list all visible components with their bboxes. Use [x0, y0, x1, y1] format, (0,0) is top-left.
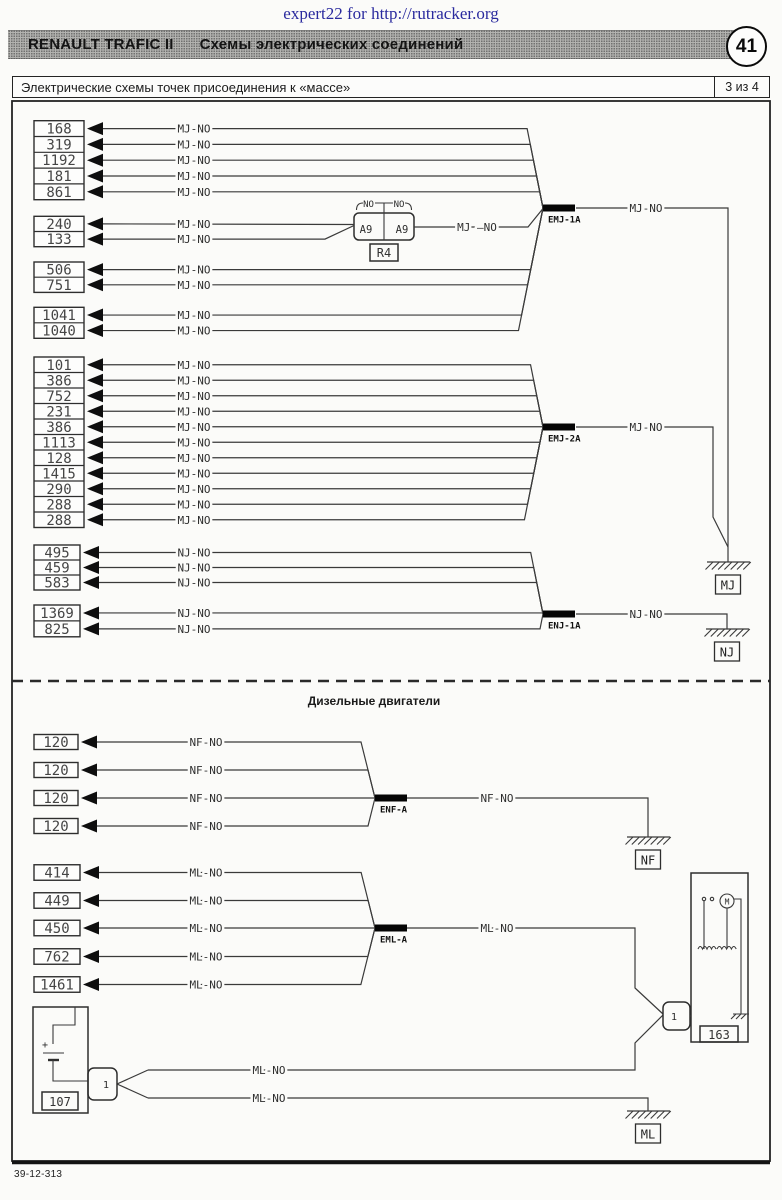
connector-number: 120 — [43, 819, 69, 835]
wire-label: MJ-NO — [177, 309, 211, 323]
wire-label: MJ-NO — [177, 420, 211, 434]
connector-number: 168 — [46, 121, 72, 138]
wire-label: MJ-NO — [177, 451, 211, 465]
connector-number: 450 — [44, 921, 70, 937]
wire-label: NJ-NO — [629, 608, 663, 621]
ground-hatch — [724, 562, 732, 570]
connector-number: 449 — [44, 893, 70, 910]
ground-hatch — [651, 837, 659, 845]
connector-number: 288 — [46, 497, 72, 514]
ground-hatch — [657, 837, 665, 845]
junction-bar — [543, 611, 575, 618]
unit163-body — [691, 873, 748, 1042]
ground-arrow-icon — [83, 622, 99, 635]
wire-label: MJ-NO — [177, 154, 211, 168]
ground-symbol-mj — [706, 562, 751, 594]
battery-plus-sign: + — [41, 1040, 49, 1051]
ground-hatch — [736, 629, 744, 637]
connector-number: 459 — [44, 560, 70, 577]
ground-wire — [99, 583, 543, 615]
wire-label: MJ-NO — [177, 170, 211, 183]
internal-ground — [731, 1014, 749, 1019]
wire-label: MJ-NO — [177, 467, 211, 481]
battery-branch — [117, 1070, 148, 1098]
ground-arrow-icon — [87, 185, 103, 198]
relay-cell-left: A9 — [359, 224, 373, 236]
ground-arrow-icon — [83, 950, 99, 963]
connector-number: 120 — [43, 763, 69, 779]
wire-label: MJ-NO — [177, 513, 211, 527]
ground-label: NF — [640, 853, 656, 868]
wire-group-nf — [34, 735, 375, 836]
ground-arrow-icon — [87, 170, 103, 183]
ground-arrow-icon — [81, 820, 97, 833]
ground-arrow-icon — [87, 389, 103, 402]
ground-arrow-icon — [87, 467, 103, 480]
wire-label: ML-NO — [189, 922, 223, 935]
section2-title: Дизельные двигатели — [307, 694, 441, 708]
connector-number: 583 — [44, 575, 70, 592]
connector-number: 495 — [44, 545, 70, 562]
wire-label: ML-NO — [252, 1092, 286, 1105]
relay-top-right-label: NO — [393, 200, 405, 210]
connector-number: 386 — [46, 373, 72, 390]
connector-number: 752 — [46, 388, 72, 405]
ground-hatch — [730, 629, 738, 637]
connector-number: 386 — [46, 419, 72, 436]
ground-arrow-icon — [87, 374, 103, 387]
connector-number: 825 — [44, 621, 70, 638]
wire-group-mj-a — [34, 121, 543, 208]
ground-arrow-icon — [87, 405, 103, 418]
wire-label: MJ-NO — [177, 374, 211, 388]
connector-number: 128 — [46, 450, 72, 467]
wire-label: MJ-NO — [177, 324, 211, 338]
header-title: Схемы электрических соединений — [199, 36, 464, 53]
wire-label: ML-NO — [189, 894, 223, 908]
junction-emj1 — [543, 205, 581, 226]
unit163-wire — [734, 899, 741, 1014]
ground-arrow-icon — [87, 436, 103, 449]
connector-number: 1192 — [42, 153, 76, 170]
wire-label: ML-NO — [480, 922, 514, 935]
ground-hatch — [657, 1111, 665, 1119]
ground-wire — [103, 160, 543, 208]
relay-wire-label: MJ –NO — [457, 221, 497, 234]
connector-number: 120 — [43, 791, 69, 807]
wire-label: NJ-NO — [177, 561, 211, 575]
watermark: expert22 for http://rutracker.org — [283, 4, 499, 23]
ground-wire — [97, 798, 375, 826]
unit163-id: 163 — [708, 1028, 730, 1042]
wire-emj1-to-mj — [576, 208, 728, 562]
unit163-pin: 1 — [670, 1012, 678, 1023]
ground-arrow-icon — [83, 561, 99, 574]
junction-label: EML-A — [380, 935, 408, 946]
ground-arrow-icon — [87, 122, 103, 135]
connector-number: 1040 — [42, 323, 76, 340]
wire-label: ML-NO — [252, 1064, 286, 1077]
page-badge: 41 — [726, 26, 767, 67]
subheader-title: Электрические схемы точек присоединения к «массе» — [21, 79, 351, 95]
junction-label: EMJ-2A — [548, 434, 581, 445]
ground-arrow-icon — [83, 978, 99, 991]
ground-hatch — [737, 562, 745, 570]
ground-wire — [103, 224, 354, 225]
ground-arrow-icon — [87, 233, 103, 246]
ground-arrow-icon — [87, 263, 103, 276]
ground-hatch — [742, 629, 750, 637]
ground-wire — [103, 208, 543, 285]
ground-wire — [99, 928, 375, 957]
ground-symbol-nj — [705, 629, 750, 661]
ground-wire — [103, 380, 543, 427]
ground-hatch — [711, 629, 719, 637]
junction-enf — [375, 795, 408, 816]
wire-group-mj-d — [34, 357, 543, 529]
ground-symbol-ml — [626, 1111, 671, 1143]
ground-arrow-icon — [81, 764, 97, 777]
ground-arrow-icon — [81, 736, 97, 749]
ground-hatch — [644, 837, 652, 845]
ground-arrow-icon — [87, 513, 103, 526]
wire-label: MJ-NO — [177, 217, 211, 231]
wire-group-nj-b — [34, 605, 543, 638]
wire-eml-to-unit163 — [407, 928, 663, 1014]
junction-label: EMJ-1A — [548, 215, 581, 226]
wire-label: MJ-NO — [177, 482, 211, 496]
connector-number: 414 — [44, 865, 70, 882]
ground-label: MJ — [720, 578, 736, 593]
ground-wire — [103, 192, 543, 208]
relay-top-left-label: NO — [363, 200, 374, 210]
wire-label: NF-NO — [189, 736, 223, 749]
wire-label: MJ-NO — [177, 358, 211, 372]
relay-cell-right: A9 — [395, 224, 409, 236]
battery-pin: 1 — [102, 1080, 110, 1091]
ground-hatch — [723, 629, 731, 637]
wire-group-mj-relay — [34, 216, 354, 248]
wire-label: NJ-NO — [177, 606, 211, 620]
ground-wire — [99, 614, 543, 629]
ground-arrow-icon — [83, 894, 99, 907]
ground-wire — [103, 129, 543, 208]
ground-wire — [99, 568, 543, 615]
connector-number: 290 — [46, 481, 72, 498]
connector-number: 1415 — [42, 466, 76, 483]
connector-number: 231 — [46, 404, 72, 421]
unit-163 — [663, 873, 749, 1042]
page-indicator: 3 из 4 — [714, 77, 769, 97]
wire-group-nj-a — [34, 545, 543, 614]
connector-number: 762 — [44, 949, 70, 966]
ground-hatch — [717, 629, 725, 637]
wire-label: NF-NO — [480, 792, 514, 805]
ground-hatch — [706, 562, 714, 570]
connector-number: 181 — [46, 169, 72, 185]
wire-emj2-to-mj — [576, 427, 728, 547]
ground-hatch — [663, 837, 671, 845]
ground-label: NJ — [719, 645, 735, 660]
ground-symbol-nf — [626, 837, 671, 869]
wire-label: MJ-NO — [177, 138, 211, 152]
ground-arrow-icon — [87, 278, 103, 291]
battery-107 — [33, 1007, 117, 1113]
ground-hatch — [743, 562, 751, 570]
battery-internal-wire — [53, 1007, 75, 1044]
ground-wires — [117, 202, 728, 1111]
ground-hatch — [705, 629, 713, 637]
ground-arrow-icon — [87, 324, 103, 337]
junction-eml — [375, 925, 408, 946]
ground-arrow-icon — [81, 792, 97, 805]
ground-hatch — [626, 1111, 634, 1119]
junction-enj1 — [543, 611, 581, 632]
ground-wire — [103, 226, 354, 240]
junction-bar — [375, 925, 407, 932]
connector-number: 861 — [46, 184, 72, 201]
connector-number: 1113 — [42, 435, 76, 452]
connector-number: 1041 — [42, 308, 76, 325]
wire-label: MJ-NO — [177, 263, 211, 277]
ground-hatch — [632, 1111, 640, 1119]
ground-wire — [103, 427, 543, 504]
doc-code: 39-12-313 — [14, 1169, 63, 1180]
ground-arrow-icon — [87, 309, 103, 322]
wire-label: NF-NO — [189, 792, 223, 805]
connector-number: 120 — [43, 735, 69, 751]
ground-wire — [97, 770, 375, 798]
ground-arrow-icon — [87, 217, 103, 230]
heater-coil — [698, 947, 716, 950]
battery-internal-wire2 — [53, 1060, 88, 1081]
ground-arrow-icon — [83, 922, 99, 935]
wire-battery-to-unit163 — [148, 1015, 663, 1070]
wire-label: NJ-NO — [177, 546, 211, 560]
ground-hatch — [638, 837, 646, 845]
wire-label: MJ-NO — [177, 122, 211, 136]
ground-wire — [99, 901, 375, 929]
wire-label: NF-NO — [189, 820, 223, 833]
ground-arrow-icon — [87, 420, 103, 433]
ground-arrow-icon — [87, 154, 103, 167]
ground-arrow-icon — [87, 498, 103, 511]
relay-tag: R4 — [376, 246, 392, 260]
ground-arrow-icon — [83, 866, 99, 879]
connector-number: 240 — [46, 216, 72, 233]
connector-number: 751 — [46, 277, 72, 294]
connector-number: 1369 — [40, 605, 74, 622]
ground-wire — [99, 613, 543, 614]
ground-hatch — [663, 1111, 671, 1119]
wire-label: NF-NO — [189, 764, 223, 777]
ground-wire — [103, 427, 543, 442]
wire-label: MJ-NO — [177, 233, 211, 247]
ground-arrow-icon — [83, 546, 99, 559]
wire-label: MJ-NO — [629, 421, 663, 434]
connector-number: 1461 — [40, 977, 74, 994]
wire-label: MJ-NO — [629, 202, 663, 215]
motor-letter: M — [724, 897, 730, 907]
junction-bar — [543, 424, 575, 431]
wire-label: NJ-NO — [177, 576, 211, 590]
wire-label: ML-NO — [189, 866, 223, 880]
junction-bar — [543, 205, 575, 212]
relay-hook-right — [405, 203, 412, 210]
junction-label: ENF-A — [380, 805, 408, 816]
wire-label: MJ-NO — [177, 389, 211, 403]
wire-label: MJ-NO — [177, 185, 211, 199]
ground-arrow-icon — [87, 358, 103, 371]
wire-label: MJ-NO — [177, 498, 211, 512]
battery-id: 107 — [49, 1095, 71, 1109]
connector-number: 101 — [46, 357, 72, 374]
wire-battery-to-ml — [148, 1098, 648, 1111]
ground-arrow-icon — [87, 138, 103, 151]
ground-hatch — [626, 837, 634, 845]
wire-label: ML-NO — [189, 978, 223, 992]
ground-wire — [103, 427, 543, 473]
ground-hatch — [644, 1111, 652, 1119]
relay-r4 — [354, 200, 543, 261]
wire-label: ML-NO — [189, 950, 223, 964]
wire-enf-to-nf — [407, 798, 648, 837]
ground-hatch — [651, 1111, 659, 1119]
ground-hatch — [638, 1111, 646, 1119]
header-model: RENAULT TRAFIC II — [28, 36, 174, 53]
junction-bar — [375, 795, 407, 802]
connector-number: 133 — [46, 232, 72, 249]
ground-label: ML — [640, 1127, 656, 1142]
ground-wire — [99, 553, 543, 615]
contact-terminal — [702, 897, 705, 900]
ground-hatch — [731, 562, 739, 570]
wire-label: MJ-NO — [177, 436, 211, 450]
wire-group-ml — [34, 865, 375, 994]
ground-hatch — [712, 562, 720, 570]
ground-arrow-icon — [83, 576, 99, 589]
ground-arrow-icon — [87, 451, 103, 464]
ground-hatch — [718, 562, 726, 570]
connector-number: 506 — [46, 262, 72, 279]
ground-arrow-icon — [87, 482, 103, 495]
wire-label: MJ-NO — [177, 278, 211, 292]
ground-arrow-icon — [83, 606, 99, 619]
connector-number: 288 — [46, 512, 72, 529]
wire-label: MJ-NO — [177, 405, 211, 419]
diagram-border — [12, 101, 770, 1161]
wire-label: NJ-NO — [177, 622, 211, 636]
ground-hatch — [632, 837, 640, 845]
junction-emj2 — [543, 424, 581, 445]
junction-label: ENJ-1A — [548, 621, 581, 632]
contact-terminal — [710, 897, 713, 900]
ground-wire — [103, 411, 543, 427]
connector-number: 319 — [46, 137, 72, 154]
relay-hook-left — [357, 203, 364, 210]
